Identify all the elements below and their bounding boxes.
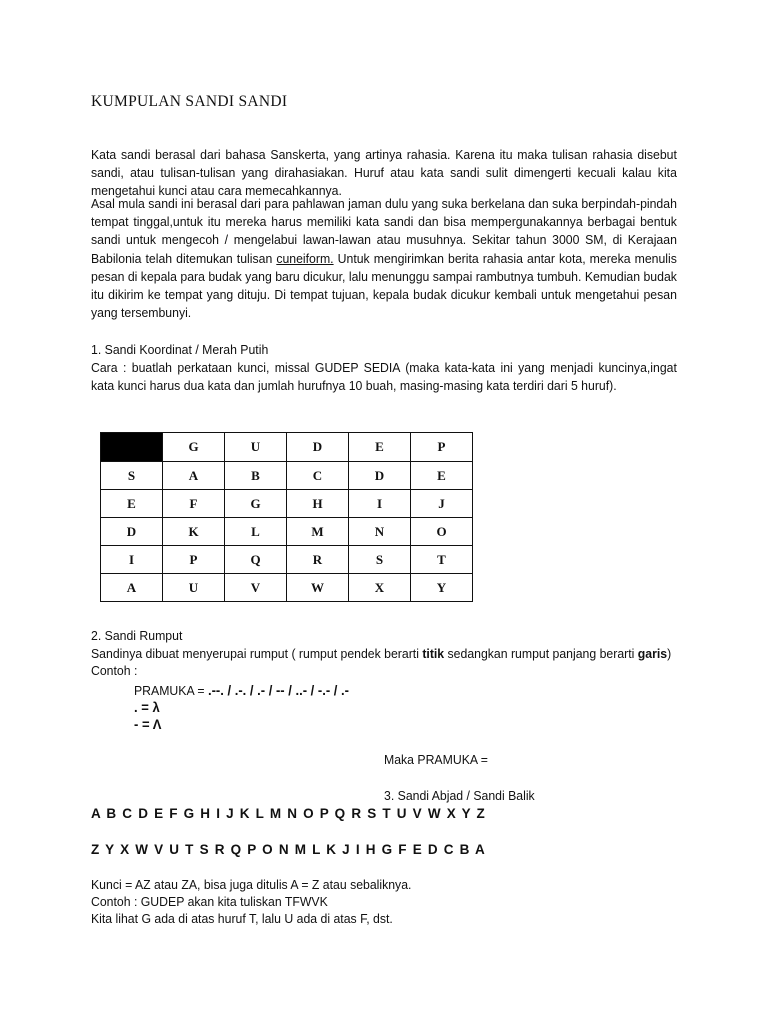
pramuka-code: .--. / .-. / .- / -- / ..- / -.- / .- [207,682,350,698]
section-1-text [91,359,677,395]
table-cell: F [163,490,225,518]
section-2-heading: 2. Sandi Rumput [91,628,183,643]
section-2-description [91,646,671,661]
intro-paragraph-1 [91,146,677,201]
table-cell: O [411,518,473,546]
section-2-text-c: ) [667,646,672,661]
table-cell: K [163,518,225,546]
table-cell: A [101,574,163,602]
table-cell: T [411,546,473,574]
table-cell: U [163,574,225,602]
section-1-heading: 1. Sandi Koordinat / Merah Putih [91,342,269,357]
table-cell: I [101,546,163,574]
table-row [101,462,473,490]
section-2-contoh: Contoh : [91,663,138,678]
section-1-description: Cara : buatlah perkataan kunci, missal GUDEP SEDIA (maka kata-kata ini yang menjadi kuncinya,ingat kata kunci harus dua kata dan jumlah hurufnya 10 buah, masing-masing kata terdiri dari 5 huruf). [91,360,677,394]
table-cell: Y [411,574,473,602]
table-cell: H [287,490,349,518]
section-2-text-b: sedangkan rumput panjang berarti [444,646,638,661]
intro-text-2b: Untuk mengirimkan berita rahasia antar kota, mereka menulis pesan di kepala para budak yang baru dicukur, lalu menunggu sampai rambutnya tumbuh. Kemudian budak itu dikirim ke tempat yang dituju. Di tempat tujuan, kepala budak dicukur kembali untuk mengetahui pesan yang tersembunyi. [91,250,677,321]
section-3-heading: 3. Sandi Abjad / Sandi Balik [384,788,535,803]
table-cell: B [225,462,287,490]
table-cell: D [349,462,411,490]
alphabet-forward: A B C D E F G H I J K L M N O P Q R S T U V W X Y Z [91,806,486,821]
table-cell: X [349,574,411,602]
table-cell: D [101,518,163,546]
table-header-cell: D [287,433,349,462]
table-row [101,574,473,602]
alphabet-backward: Z Y X W V U T S R Q P O N M L K J I H G F E D C B A [91,842,486,857]
table-corner-cell [101,433,163,462]
lihat-line: Kita lihat G ada di atas huruf T, lalu U ada di atas F, dst. [91,911,393,926]
kunci-line: Kunci = AZ atau ZA, bisa juga ditulis A = Z atau sebaliknya. [91,877,412,892]
table-cell: W [287,574,349,602]
table-header-cell: P [411,433,473,462]
cuneiform-term: cuneiform. [276,250,334,266]
table-header-cell: U [225,433,287,462]
table-cell: N [349,518,411,546]
table-header-row [101,433,473,462]
table-cell: R [287,546,349,574]
table-row [101,518,473,546]
table-cell: M [287,518,349,546]
table-cell: J [411,490,473,518]
table-cell: P [163,546,225,574]
table-cell: I [349,490,411,518]
table-cell: C [287,462,349,490]
table-header-cell: G [163,433,225,462]
titik-term: titik [422,646,445,661]
document-title: KUMPULAN SANDI SANDI [91,93,288,110]
table-cell: S [101,462,163,490]
table-cell: G [225,490,287,518]
pramuka-label: PRAMUKA = [134,683,208,698]
table-cell: A [163,462,225,490]
table-cell: L [225,518,287,546]
garis-term: garis [637,646,668,661]
intro-paragraph-2 [91,195,677,322]
coordinate-cipher-table [100,432,473,602]
table-row [101,490,473,518]
table-header-cell: E [349,433,411,462]
table-row [101,546,473,574]
section-2-text-a: Sandinya dibuat menyerupai rumput ( rumput pendek berarti [91,646,423,661]
table-cell: Q [225,546,287,574]
table-cell: S [349,546,411,574]
table-cell: E [101,490,163,518]
table-cell: V [225,574,287,602]
pramuka-line [134,682,349,698]
dash-rule: - = Λ [134,716,162,732]
table-cell: E [411,462,473,490]
intro-text-2a: Asal mula sandi ini berasal dari para pahlawan jaman dulu yang suka berkelana dan suka berpindah-pindah tempat tinggal,untuk itu mereka harus memiliki kata sandi dan bisa mempergunakannya berbagai bentuk sandi untuk mengecoh / mengelabui lawan-lawan atau musuhnya. Sekitar tahun 3000 SM, di Kerajaan Babilonia telah ditemukan tulisan [91,196,677,266]
intro-text-1: Kata sandi berasal dari bahasa Sanskerta, yang artinya rahasia. Karena itu maka tulisan rahasia disebut sandi, atau tulisan-tulisan yang dirahasiakan. Huruf atau kata sandi sulit dimengerti kecuali kalau kita mengetahui kunci atau cara memecahkannya. [91,147,677,199]
maka-pramuka: Maka PRAMUKA = [384,752,488,767]
contoh-line: Contoh : GUDEP akan kita tuliskan TFWVK [91,894,328,909]
dot-rule: . = λ [134,699,160,715]
